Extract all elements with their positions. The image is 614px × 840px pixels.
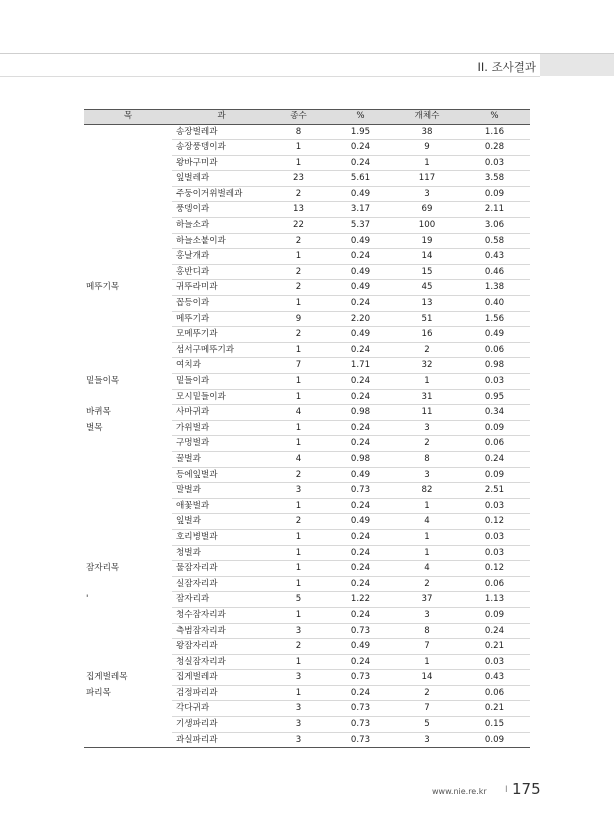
family-cell: 청벌과	[172, 545, 271, 561]
species-percent-cell: 0.24	[326, 420, 395, 436]
species-count-cell: 1	[271, 685, 326, 701]
table-row	[84, 451, 530, 467]
family-cell: 홍반디과	[172, 264, 271, 280]
family-cell: 호리병벌과	[172, 529, 271, 545]
table-row	[84, 576, 530, 592]
individual-count-cell: 19	[395, 233, 459, 249]
species-percent-cell: 0.49	[326, 186, 395, 202]
family-cell: 주둥이거위벌레과	[172, 186, 271, 202]
table-row	[84, 389, 530, 405]
table-row	[84, 514, 530, 530]
order-cell	[84, 218, 172, 234]
species-count-cell: 1	[271, 545, 326, 561]
family-cell: 꼽등이과	[172, 296, 271, 312]
order-cell	[84, 436, 172, 452]
table-row	[84, 264, 530, 280]
individual-count-cell: 2	[395, 342, 459, 358]
species-percent-cell: 3.17	[326, 202, 395, 218]
species-count-cell: 3	[271, 670, 326, 686]
header-species-percent: %	[326, 110, 395, 125]
species-percent-cell: 0.49	[326, 514, 395, 530]
species-count-cell: 13	[271, 202, 326, 218]
family-cell: 청수잠자리과	[172, 607, 271, 623]
table-row	[84, 623, 530, 639]
individual-percent-cell: 0.28	[459, 140, 530, 156]
species-count-cell: 3	[271, 483, 326, 499]
family-cell: 구멍벌과	[172, 436, 271, 452]
order-cell	[84, 483, 172, 499]
individual-count-cell: 1	[395, 545, 459, 561]
species-count-cell: 22	[271, 218, 326, 234]
order-cell: 파리목	[86, 687, 111, 698]
species-count-cell: 1	[271, 607, 326, 623]
species-count-cell: 1	[271, 498, 326, 514]
table-row	[84, 280, 530, 296]
individual-count-cell: 3	[395, 607, 459, 623]
order-cell	[84, 202, 172, 218]
order-cell	[84, 155, 172, 171]
individual-percent-cell: 0.09	[459, 186, 530, 202]
individual-percent-cell: 0.24	[459, 623, 530, 639]
individual-percent-cell: 0.12	[459, 561, 530, 577]
individual-count-cell: 1	[395, 155, 459, 171]
table-header-row	[84, 110, 530, 125]
order-cell	[84, 576, 172, 592]
individual-percent-cell: 0.98	[459, 358, 530, 374]
table-row	[84, 249, 530, 265]
species-table	[84, 109, 530, 748]
order-cell	[84, 342, 172, 358]
species-percent-cell: 0.98	[326, 405, 395, 421]
table-row	[84, 327, 530, 343]
species-percent-cell: 0.73	[326, 717, 395, 733]
family-cell: 왕바구미과	[172, 155, 271, 171]
order-cell	[84, 529, 172, 545]
species-percent-cell: 0.24	[326, 654, 395, 670]
order-cell	[84, 327, 172, 343]
individual-count-cell: 69	[395, 202, 459, 218]
order-cell	[84, 264, 172, 280]
order-cell	[84, 654, 172, 670]
species-count-cell: 1	[271, 389, 326, 405]
species-percent-cell: 0.24	[326, 436, 395, 452]
individual-percent-cell: 0.21	[459, 701, 530, 717]
individual-count-cell: 37	[395, 592, 459, 608]
individual-count-cell: 14	[395, 249, 459, 265]
individual-percent-cell: 0.43	[459, 670, 530, 686]
family-cell: 왕잠자리과	[172, 639, 271, 655]
species-percent-cell: 5.61	[326, 171, 395, 187]
family-cell: 섬서구메뚜기과	[172, 342, 271, 358]
table-body	[84, 124, 530, 748]
table-row	[84, 124, 530, 140]
table-row	[84, 498, 530, 514]
species-count-cell: 4	[271, 405, 326, 421]
individual-count-cell: 100	[395, 218, 459, 234]
table-row	[84, 670, 530, 686]
order-cell	[84, 389, 172, 405]
table-row	[84, 436, 530, 452]
family-cell: 송장풍뎅이과	[172, 140, 271, 156]
species-percent-cell: 1.22	[326, 592, 395, 608]
table-row	[84, 732, 530, 748]
family-cell: 풍뎅이과	[172, 202, 271, 218]
family-cell: 여치과	[172, 358, 271, 374]
species-count-cell: 1	[271, 140, 326, 156]
species-percent-cell: 0.49	[326, 467, 395, 483]
individual-count-cell: 4	[395, 561, 459, 577]
individual-percent-cell: 0.34	[459, 405, 530, 421]
header-family: 과	[172, 110, 271, 125]
individual-percent-cell: 0.15	[459, 717, 530, 733]
individual-percent-cell: 0.03	[459, 529, 530, 545]
species-percent-cell: 0.98	[326, 451, 395, 467]
species-count-cell: 4	[271, 451, 326, 467]
order-cell: 밑들이목	[86, 376, 120, 386]
species-count-cell: 7	[271, 358, 326, 374]
species-count-cell: 1	[271, 654, 326, 670]
species-count-cell: 1	[271, 374, 326, 390]
species-percent-cell: 0.24	[326, 561, 395, 577]
table-row	[84, 296, 530, 312]
family-cell: 애꽃벌과	[172, 498, 271, 514]
species-percent-cell: 0.24	[326, 576, 395, 592]
order-cell: 잠자리목	[86, 563, 120, 574]
footer-url: www.nie.re.kr	[432, 787, 487, 796]
species-percent-cell: 0.24	[326, 342, 395, 358]
individual-count-cell: 117	[395, 171, 459, 187]
species-percent-cell: 0.24	[326, 389, 395, 405]
individual-count-cell: 38	[395, 124, 459, 140]
individual-percent-cell: 0.95	[459, 389, 530, 405]
species-count-cell: 2	[271, 327, 326, 343]
table-row	[84, 171, 530, 187]
individual-percent-cell: 1.16	[459, 124, 530, 140]
table-row	[84, 529, 530, 545]
family-cell: 청실잠자리과	[172, 654, 271, 670]
family-cell: 가위벌과	[172, 420, 271, 436]
individual-percent-cell: 0.03	[459, 654, 530, 670]
individual-count-cell: 3	[395, 732, 459, 748]
order-cell: 집게벌레목	[86, 672, 128, 683]
order-cell	[84, 296, 172, 312]
species-count-cell: 1	[271, 420, 326, 436]
species-count-cell: 2	[271, 467, 326, 483]
family-cell: 메뚜기과	[172, 311, 271, 327]
species-percent-cell: 0.24	[326, 607, 395, 623]
table-row	[84, 218, 530, 234]
individual-percent-cell: 3.58	[459, 171, 530, 187]
table-row	[84, 342, 530, 358]
table-row	[84, 717, 530, 733]
table-row	[84, 140, 530, 156]
individual-percent-cell: 0.09	[459, 420, 530, 436]
individual-percent-cell: 0.58	[459, 233, 530, 249]
table-row	[84, 654, 530, 670]
species-count-cell: 1	[271, 249, 326, 265]
individual-percent-cell: 0.09	[459, 467, 530, 483]
species-percent-cell: 0.49	[326, 233, 395, 249]
order-cell	[84, 186, 172, 202]
order-cell	[84, 451, 172, 467]
individual-count-cell: 31	[395, 389, 459, 405]
species-count-cell: 9	[271, 311, 326, 327]
individual-percent-cell: 0.03	[459, 155, 530, 171]
family-cell: 하늘소과	[172, 218, 271, 234]
family-cell: 측범잠자리과	[172, 623, 271, 639]
individual-percent-cell: 0.40	[459, 296, 530, 312]
order-cell	[84, 701, 172, 717]
individual-percent-cell: 0.09	[459, 607, 530, 623]
individual-percent-cell: 0.12	[459, 514, 530, 530]
table-row	[84, 186, 530, 202]
species-count-cell: 5	[271, 592, 326, 608]
order-cell	[84, 607, 172, 623]
species-percent-cell: 1.95	[326, 124, 395, 140]
individual-count-cell: 8	[395, 451, 459, 467]
order-cell: '	[86, 594, 89, 605]
family-cell: 과실파리과	[172, 732, 271, 748]
species-count-cell: 8	[271, 124, 326, 140]
species-count-cell: 1	[271, 529, 326, 545]
family-cell: 모메뚜기과	[172, 327, 271, 343]
individual-count-cell: 3	[395, 467, 459, 483]
table-row	[84, 405, 530, 421]
individual-count-cell: 2	[395, 576, 459, 592]
species-count-cell: 2	[271, 186, 326, 202]
family-cell: 귀뚜라미과	[172, 280, 271, 296]
species-percent-cell: 0.24	[326, 249, 395, 265]
species-percent-cell: 0.24	[326, 296, 395, 312]
family-cell: 실잠자리과	[172, 576, 271, 592]
species-percent-cell: 5.37	[326, 218, 395, 234]
table-row	[84, 155, 530, 171]
table-row	[84, 420, 530, 436]
order-cell	[84, 124, 172, 140]
individual-percent-cell: 0.06	[459, 436, 530, 452]
order-cell	[84, 732, 172, 748]
individual-count-cell: 11	[395, 405, 459, 421]
individual-count-cell: 7	[395, 701, 459, 717]
species-percent-cell: 0.73	[326, 623, 395, 639]
order-cell: 바퀴목	[86, 407, 111, 418]
individual-count-cell: 1	[395, 498, 459, 514]
header-individual-percent: %	[459, 110, 530, 125]
table-row	[84, 233, 530, 249]
species-percent-cell: 0.73	[326, 670, 395, 686]
individual-count-cell: 4	[395, 514, 459, 530]
individual-count-cell: 45	[395, 280, 459, 296]
chapter-title: II. 조사결과	[477, 60, 536, 74]
individual-percent-cell: 0.06	[459, 342, 530, 358]
individual-count-cell: 51	[395, 311, 459, 327]
family-cell: 잠자리과	[172, 592, 271, 608]
species-percent-cell: 2.20	[326, 311, 395, 327]
species-percent-cell: 0.24	[326, 140, 395, 156]
species-count-cell: 3	[271, 623, 326, 639]
family-cell: 잎벌과	[172, 514, 271, 530]
species-percent-cell: 0.49	[326, 639, 395, 655]
family-cell: 등에잎벌과	[172, 467, 271, 483]
individual-count-cell: 16	[395, 327, 459, 343]
order-cell	[84, 171, 172, 187]
order-cell: 메뚜기목	[86, 282, 120, 293]
individual-percent-cell: 0.03	[459, 545, 530, 561]
species-count-cell: 3	[271, 701, 326, 717]
order-cell	[84, 249, 172, 265]
individual-count-cell: 5	[395, 717, 459, 733]
species-percent-cell: 0.49	[326, 264, 395, 280]
order-cell	[84, 233, 172, 249]
species-count-cell: 23	[271, 171, 326, 187]
species-count-cell: 1	[271, 342, 326, 358]
species-count-cell: 3	[271, 732, 326, 748]
individual-percent-cell: 0.06	[459, 685, 530, 701]
header-species-count: 종수	[271, 110, 326, 125]
order-cell	[84, 140, 172, 156]
header-order: 목	[84, 110, 172, 125]
footer-separator: I	[505, 785, 508, 795]
individual-count-cell: 1	[395, 374, 459, 390]
individual-percent-cell: 2.51	[459, 483, 530, 499]
order-cell	[84, 514, 172, 530]
individual-count-cell: 15	[395, 264, 459, 280]
family-cell: 밑들이과	[172, 374, 271, 390]
individual-percent-cell: 0.03	[459, 498, 530, 514]
table-row	[84, 374, 530, 390]
individual-count-cell: 13	[395, 296, 459, 312]
species-count-cell: 3	[271, 717, 326, 733]
family-cell: 홍날개과	[172, 249, 271, 265]
individual-count-cell: 7	[395, 639, 459, 655]
species-percent-cell: 0.24	[326, 498, 395, 514]
order-cell	[84, 467, 172, 483]
species-count-cell: 1	[271, 296, 326, 312]
species-count-cell: 2	[271, 280, 326, 296]
family-cell: 모시밑들이과	[172, 389, 271, 405]
order-cell	[84, 545, 172, 561]
individual-percent-cell: 0.24	[459, 451, 530, 467]
chapter-underline	[0, 76, 540, 77]
species-percent-cell: 0.24	[326, 155, 395, 171]
individual-percent-cell: 1.38	[459, 280, 530, 296]
species-percent-cell: 0.49	[326, 280, 395, 296]
family-cell: 기생파리과	[172, 717, 271, 733]
species-percent-cell: 0.24	[326, 545, 395, 561]
family-cell: 사마귀과	[172, 405, 271, 421]
table-row	[84, 483, 530, 499]
individual-count-cell: 32	[395, 358, 459, 374]
individual-percent-cell: 1.56	[459, 311, 530, 327]
species-count-cell: 1	[271, 155, 326, 171]
individual-count-cell: 9	[395, 140, 459, 156]
table-row	[84, 561, 530, 577]
individual-count-cell: 1	[395, 529, 459, 545]
individual-percent-cell: 0.06	[459, 576, 530, 592]
species-percent-cell: 0.24	[326, 685, 395, 701]
species-count-cell: 1	[271, 436, 326, 452]
order-cell: 벌목	[86, 422, 103, 433]
species-count-cell: 2	[271, 233, 326, 249]
family-cell: 하늘소붙이과	[172, 233, 271, 249]
table-row	[84, 607, 530, 623]
order-cell	[84, 639, 172, 655]
family-cell: 꿀벌과	[172, 451, 271, 467]
individual-percent-cell: 0.21	[459, 639, 530, 655]
species-count-cell: 2	[271, 514, 326, 530]
individual-count-cell: 8	[395, 623, 459, 639]
table-row	[84, 311, 530, 327]
species-percent-cell: 0.73	[326, 701, 395, 717]
table-row	[84, 545, 530, 561]
individual-percent-cell: 1.13	[459, 592, 530, 608]
species-count-cell: 1	[271, 576, 326, 592]
individual-count-cell: 3	[395, 186, 459, 202]
family-cell: 잎벌레과	[172, 171, 271, 187]
individual-percent-cell: 0.03	[459, 374, 530, 390]
family-cell: 각다귀과	[172, 701, 271, 717]
species-count-cell: 1	[271, 561, 326, 577]
order-cell	[84, 623, 172, 639]
individual-count-cell: 82	[395, 483, 459, 499]
species-percent-cell: 0.49	[326, 327, 395, 343]
individual-count-cell: 3	[395, 420, 459, 436]
table-row	[84, 202, 530, 218]
individual-percent-cell: 0.09	[459, 732, 530, 748]
individual-percent-cell: 3.06	[459, 218, 530, 234]
family-cell: 말벌과	[172, 483, 271, 499]
chapter-tab-box	[540, 54, 614, 76]
individual-count-cell: 2	[395, 436, 459, 452]
species-percent-cell: 0.73	[326, 483, 395, 499]
species-percent-cell: 1.71	[326, 358, 395, 374]
order-cell	[84, 311, 172, 327]
order-cell	[84, 498, 172, 514]
table-row	[84, 685, 530, 701]
table-row	[84, 639, 530, 655]
species-percent-cell: 0.24	[326, 529, 395, 545]
page-number: 175	[512, 780, 541, 798]
header-individual-count: 개체수	[395, 110, 459, 125]
table-row	[84, 467, 530, 483]
order-cell	[84, 358, 172, 374]
individual-count-cell: 2	[395, 685, 459, 701]
family-cell: 집게벌레과	[172, 670, 271, 686]
order-cell	[84, 717, 172, 733]
top-rule	[0, 53, 614, 54]
individual-percent-cell: 2.11	[459, 202, 530, 218]
family-cell: 물잠자리과	[172, 561, 271, 577]
species-count-cell: 2	[271, 264, 326, 280]
family-cell: 송장벌레과	[172, 124, 271, 140]
individual-percent-cell: 0.43	[459, 249, 530, 265]
table-row	[84, 358, 530, 374]
individual-count-cell: 14	[395, 670, 459, 686]
species-percent-cell: 0.73	[326, 732, 395, 748]
individual-percent-cell: 0.46	[459, 264, 530, 280]
table-header	[84, 110, 530, 125]
family-cell: 검정파리과	[172, 685, 271, 701]
table-row	[84, 701, 530, 717]
individual-percent-cell: 0.49	[459, 327, 530, 343]
species-count-cell: 2	[271, 639, 326, 655]
species-percent-cell: 0.24	[326, 374, 395, 390]
individual-count-cell: 1	[395, 654, 459, 670]
table-row	[84, 592, 530, 608]
